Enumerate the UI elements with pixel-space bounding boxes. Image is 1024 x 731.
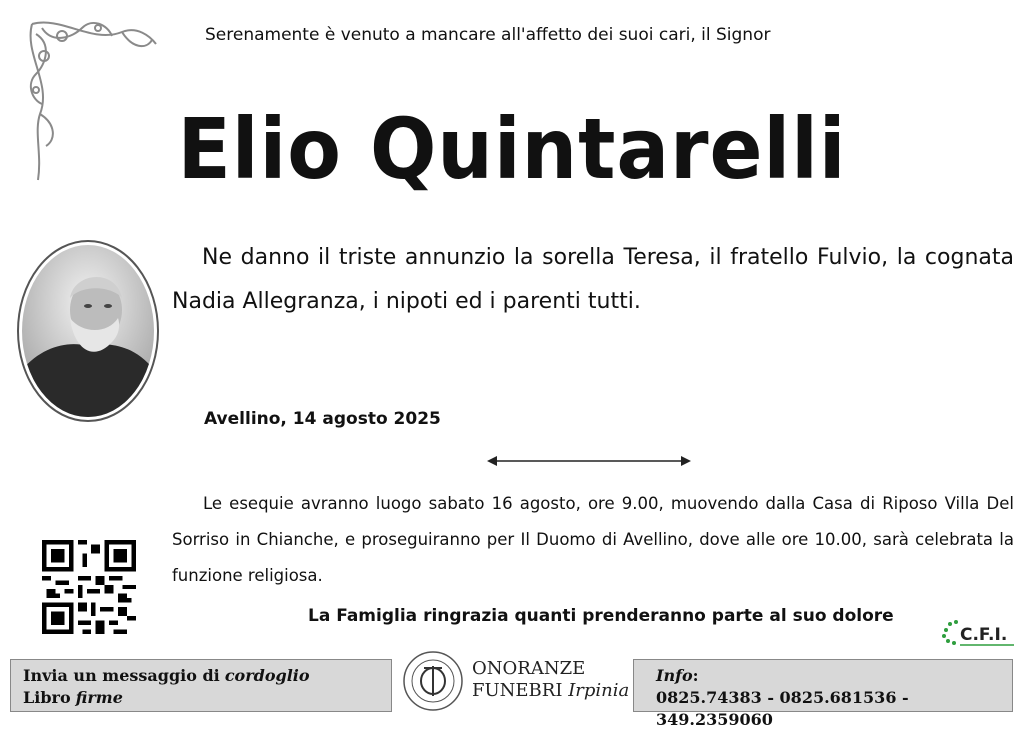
- intro-text: Serenamente è venuto a mancare all'affetto dei suoi cari, il Signor: [205, 25, 771, 45]
- cordoglio-box[interactable]: [10, 659, 392, 712]
- qr-code[interactable]: [40, 540, 138, 634]
- portrait-photo: [16, 238, 160, 424]
- double-arrow-divider: [487, 454, 691, 468]
- phone-numbers[interactable]: 0825.74383 - 0825.681536 - 349.2359060: [656, 688, 909, 729]
- info-box: Info: 0825.74383 - 0825.681536 - 349.2359060: [633, 659, 1013, 712]
- agency-name: ONORANZE FUNEBRI Irpinia: [472, 658, 630, 701]
- place-date: Avellino, 14 agosto 2025: [204, 409, 441, 429]
- info-label: Info: [656, 666, 693, 685]
- cfi-logo: [940, 618, 1016, 650]
- svg-text:C.F.I.: C.F.I.: [960, 625, 1008, 645]
- announcement-text: Ne danno il triste annunzio la sorella Teresa, il fratello Fulvio, la cognata Nadia Allegranza, i nipoti ed i parenti tutti.: [172, 245, 1014, 314]
- cordoglio-link[interactable]: Invia un messaggio di cordoglio: [23, 666, 310, 685]
- agency-seal-logo: [402, 650, 464, 712]
- libro-firme-link[interactable]: Libro firme: [23, 688, 123, 707]
- deceased-name: Elio Quintarelli: [177, 100, 847, 198]
- funeral-details: Le esequie avranno luogo sabato 16 agosto, ore 9.00, muovendo dalla Casa di Riposo Villa Del Sorriso in Chianche, e proseguiranno per Il Duomo di Avellino, dove alle ore 10.00, sarà celebrata la funzione religiosa.: [172, 494, 1014, 585]
- family-thanks: La Famiglia ringrazia quanti prenderanno parte al suo dolore: [308, 606, 894, 626]
